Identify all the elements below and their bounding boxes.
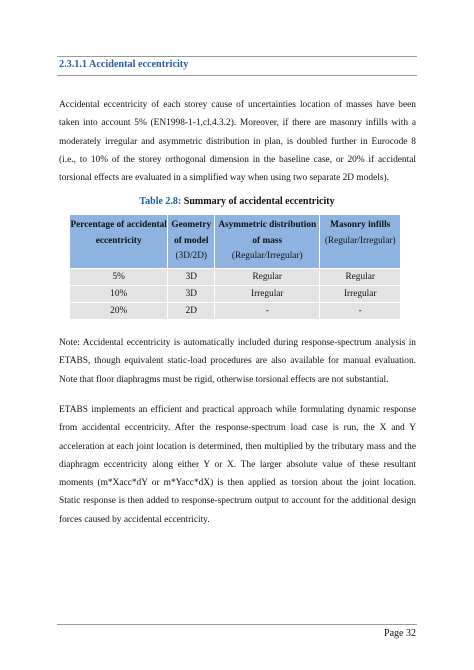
header-title: Geometry of model bbox=[171, 220, 212, 246]
header-subtitle: (Regular/Irregular) bbox=[231, 251, 303, 262]
table-cell: 5% bbox=[70, 269, 168, 286]
header-rule-top bbox=[57, 56, 417, 57]
section-heading: 2.3.1.1 Accidental eccentricity bbox=[59, 59, 189, 70]
header-title: Percentage of accidental eccentricity bbox=[70, 220, 167, 246]
table-caption-number: Table 2.8: bbox=[139, 196, 182, 207]
table-cell: 3D bbox=[168, 269, 215, 286]
table-cell: - bbox=[215, 303, 320, 320]
paragraph-etabs: ETABS implements an efficient and practical approach while formulating dynamic response from accidental eccentricity. After the response-spectrum load case is run, the X and Y acceleration at each joint location is determined, then multiplied by the tributary mass and the diaphragm eccentricity along either Y or X. The larger absolute value of these resultant moments (m*Xacc*dY or m*Yacc*dX) is then applied as torsion about the joint location. Static response is then added to response-spectrum output to account for the additional design forces caused by accidental eccentricity. bbox=[59, 405, 416, 525]
table-header-cell bbox=[320, 215, 401, 269]
table-cell: 2D bbox=[168, 303, 215, 320]
table-row bbox=[70, 269, 401, 286]
table-cell: Regular bbox=[320, 269, 401, 286]
footer-rule bbox=[57, 624, 417, 625]
eccentricity-summary-table bbox=[69, 214, 401, 320]
table-cell: 20% bbox=[70, 303, 168, 320]
table-header-cell bbox=[168, 215, 215, 269]
paragraph-intro: Accidental eccentricity of each storey cause of uncertainties location of masses have been taken into account 5% (EN1998-1-1,cl.4.3.2). Moreover, if there are masonry infills with a moderately irregular and asymmetric distribution in plan, is doubled further in Eurocode 8 (i.e., to 10% of the storey orthogonal dimension in the baseline case, or 20% if accidental torsional effects are evaluated in a simplified way when using two separate 2D models). bbox=[59, 100, 416, 184]
table-header-row bbox=[70, 215, 401, 269]
header-subtitle: (3D/2D) bbox=[175, 251, 207, 262]
table-cell: 3D bbox=[168, 286, 215, 303]
table-row bbox=[70, 286, 401, 303]
table-row bbox=[70, 303, 401, 320]
paragraph-note: Note: Accidental eccentricity is automatically included during response-spectrum analysis in ETABS, though equivalent static-load procedures are also available for manual evaluation. Note that floor diaphragms must be rigid, otherwise torsional effects are not substantial. bbox=[59, 338, 416, 385]
table-cell: - bbox=[320, 303, 401, 320]
table-cell: 10% bbox=[70, 286, 168, 303]
table-cell: Irregular bbox=[320, 286, 401, 303]
header-title: Masonry infills bbox=[330, 220, 391, 230]
table-caption bbox=[0, 196, 474, 207]
table-caption-text: Summary of accidental eccentricity bbox=[183, 196, 335, 207]
header-subtitle: (Regular/Irregular) bbox=[324, 235, 396, 246]
table-cell: Regular bbox=[215, 269, 320, 286]
header-rule-bottom bbox=[57, 75, 417, 76]
table-header-cell bbox=[215, 215, 320, 269]
page-number: Page 32 bbox=[384, 628, 416, 639]
table-cell: Irregular bbox=[215, 286, 320, 303]
header-title: Asymmetric distribution of mass bbox=[218, 220, 317, 246]
table-header-cell bbox=[70, 215, 168, 269]
